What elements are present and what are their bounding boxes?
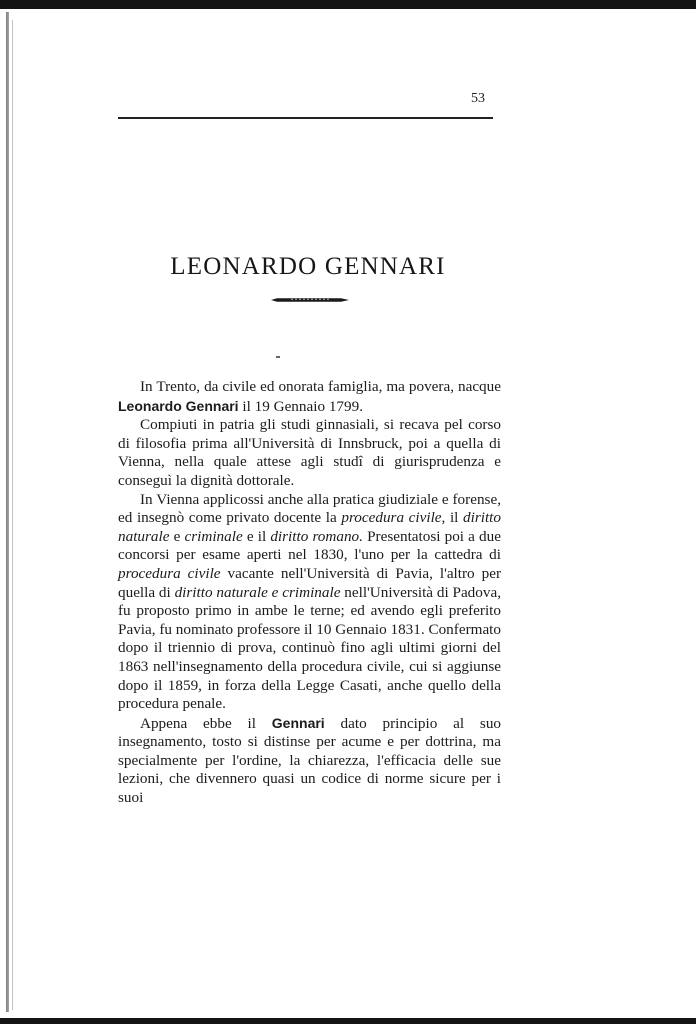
- scan-binding-edge: [6, 12, 9, 1012]
- header-rule: [118, 117, 493, 119]
- page-number: 53: [471, 91, 485, 106]
- subject-name: Leonardo Gennari: [118, 397, 239, 414]
- paragraph-2: Compiuti in patria gli studi ginnasiali, si recava pel corso di filosofia prima all'Università di Innsbruck, poi a quella di Vienna, nella quale attese agli studî di giurisprudenza e conseguì la dignità dottorale.: [118, 416, 501, 489]
- scan-binding-line: [12, 20, 13, 1010]
- scan-top-edge: [0, 0, 696, 9]
- chapter-title: LEONARDO GENNARI: [170, 253, 446, 280]
- body-text: [118, 378, 501, 808]
- subject-surname: Gennari: [271, 714, 325, 731]
- paragraph-1: In Trento, da civile ed onorata famiglia, ma povera, nacque Leonardo Gennari il 19 Gennaio 1799.: [118, 378, 501, 415]
- scan-bottom-edge: [0, 1018, 696, 1024]
- ink-speck: [276, 356, 280, 358]
- title-ornament: [271, 297, 349, 303]
- paragraph-4: Appena ebbe il Gennari dato principio al suo insegnamento, tosto si distinse per acume e per dottrina, ma specialmente per l'ordine, la chiarezza, l'efficacia delle sue lezioni, che divennero quasi un codice di norme sicure per i suoi: [118, 714, 502, 807]
- paragraph-3: In Vienna applicossi anche alla pratica giudiziale e forense, ed insegnò come privato docente la procedura civile, il diritto naturale e criminale e il diritto romano. Presentatosi poi a due concorsi per esame aperti nel 1830, l'uno per la cattedra di procedura civile vacante nell'Università di Pavia, l'altro per quella di diritto naturale e criminale nell'Università di Padova, fu proposto primo in ambe le terne; ed avendo egli preferito Pavia, fu nominato professore il 10 Gennaio 1831. Confermato dopo il triennio di prova, continuò fino agli ultimi giorni del 1863 nell'insegnamento della procedura civile, cui si aggiunse dopo il 1859, in forza della Legge Casati, anche quello della procedura penale.: [118, 490, 501, 713]
